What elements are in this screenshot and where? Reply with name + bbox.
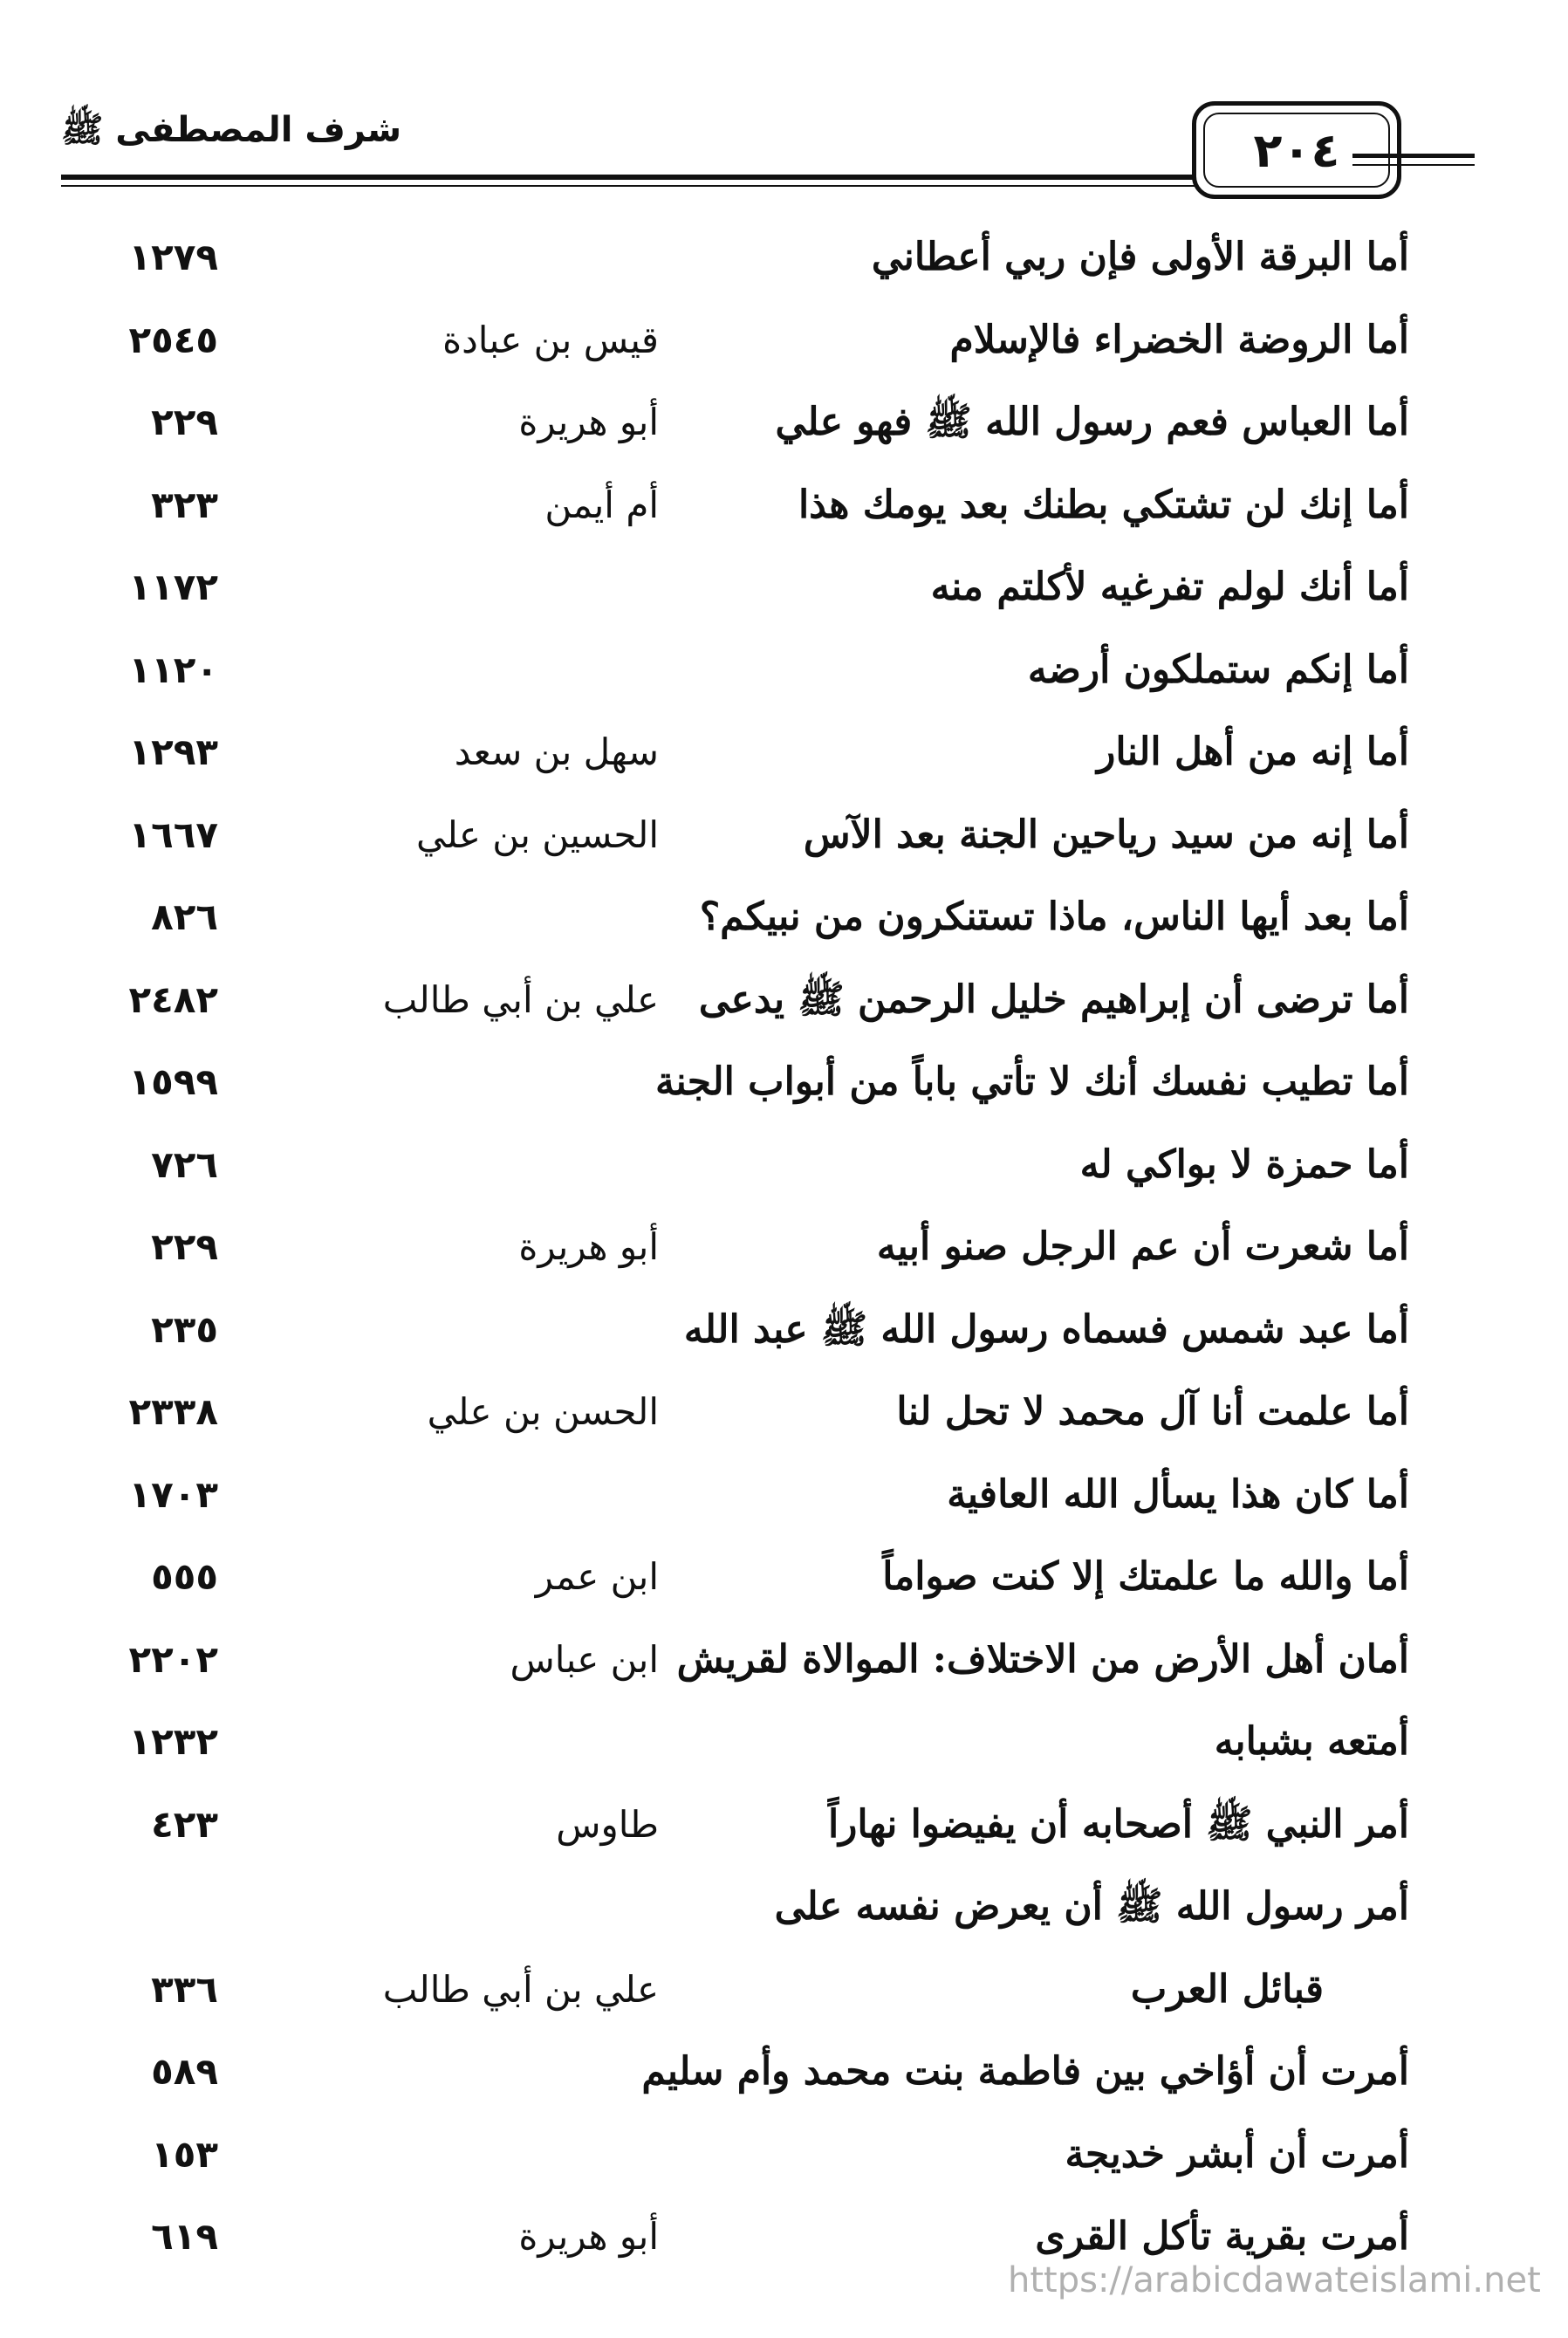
entry-number: ١١٧٢ (128, 566, 218, 608)
index-entry (0, 1536, 1568, 1618)
entry-number: ١٥٩٩ (128, 1060, 218, 1103)
entry-number: ٥٥٥ (151, 1555, 218, 1598)
entry-text: أما علمت أنا آل محمد لا تحل لنا (896, 1389, 1409, 1434)
entry-number: ١٧٠٣ (128, 1472, 218, 1516)
index-entry (0, 2031, 1568, 2113)
entry-narrator: علي بن أبي طالب (382, 977, 659, 1021)
entry-text: أما أنك لولم تفرغيه لأكلتم منه (930, 565, 1409, 609)
index-entry (0, 1619, 1568, 1701)
entry-text: أما البرقة الأولى فإن ربي أعطاني (871, 235, 1409, 279)
entry-text: أما بعد أيها الناس، ماذا تستنكرون من نبيكم؟ (699, 895, 1409, 939)
index-entry (0, 876, 1568, 958)
entry-text: أما حمزة لا بواكي له (1079, 1142, 1409, 1187)
entry-number: ٣٣٦ (151, 1967, 218, 2011)
entry-text: أما ترضى أن إبراهيم خليل الرحمن ﷺ يدعى (698, 977, 1409, 1022)
entry-number: ٢٤٨٢ (128, 977, 218, 1021)
entry-narrator: طاوس (556, 1802, 659, 1846)
entry-text: قبائل العرب (1130, 1966, 1324, 2012)
entry-text: أما إنكم ستملكون أرضه (1027, 647, 1409, 692)
entry-narrator: الحسين بن علي (415, 812, 659, 856)
entry-narrator: أم أيمن (544, 483, 659, 526)
entry-text: أما شعرت أن عم الرجل صنو أبيه (876, 1224, 1409, 1269)
entry-text: أمرت أن أبشر خديجة (1065, 2131, 1409, 2177)
entry-text: أما إنه من أهل النار (1097, 730, 1409, 774)
entry-number: ١١٢٠ (128, 648, 218, 691)
entry-narrator: علي بن أبي طالب (382, 1967, 659, 2011)
entry-number: ٢٢٩ (151, 1225, 218, 1268)
header-rule (61, 175, 1195, 180)
index-entry (0, 299, 1568, 381)
index-entry (0, 1701, 1568, 1783)
index-entry (0, 629, 1568, 711)
index-entry (0, 546, 1568, 628)
index-entry (0, 794, 1568, 876)
entry-narrator: قيس بن عبادة (442, 318, 659, 361)
index-entry (0, 1371, 1568, 1453)
entry-number: ١٢٣٢ (128, 1720, 218, 1763)
page-header (61, 96, 1415, 201)
index-entry (0, 1124, 1568, 1206)
entry-number: ١٥٣ (151, 2132, 218, 2176)
entry-number: ٨٢٦ (151, 895, 218, 938)
index-entry (0, 1866, 1568, 1948)
index-entry (0, 959, 1568, 1041)
entry-narrator: أبو هريرة (518, 2215, 659, 2258)
entry-number: ٣٢٣ (151, 483, 218, 526)
entry-narrator: أبو هريرة (518, 401, 659, 443)
entry-number: ٤٢٣ (151, 1802, 218, 1846)
entry-text: أما إنه من سيد رياحين الجنة بعد الآس (803, 812, 1409, 857)
entry-narrator: الحسن بن علي (427, 1390, 659, 1433)
entry-text: أمر رسول الله ﷺ أن يعرض نفسه على (774, 1884, 1409, 1929)
entry-text: أما كان هذا يسأل الله العافية (947, 1471, 1409, 1517)
watermark: https://arabicdawateislami.net (1008, 2260, 1541, 2300)
entry-text: أما والله ما علمتك إلا كنت صواماً (882, 1554, 1409, 1599)
entry-text: أمتعه بشبابه (1214, 1719, 1409, 1764)
entry-number: ١٢٧٩ (128, 236, 218, 278)
entry-text: أمرت أن أؤاخي بين فاطمة بنت محمد وأم سليم (641, 2049, 1409, 2094)
entry-text: أما العباس فعم رسول الله ﷺ فهو علي (775, 400, 1409, 444)
entry-text: أما تطيب نفسك أنك لا تأتي باباً من أبواب الجنة (654, 1059, 1409, 1104)
entry-narrator: ابن عباس (510, 1637, 659, 1681)
index-entry (0, 2114, 1568, 2196)
entry-number: ٧٢٦ (151, 1142, 218, 1186)
index-entry (0, 464, 1568, 546)
entry-number: ١٦٦٧ (128, 812, 218, 856)
index-entry (0, 1289, 1568, 1371)
entry-number: ٢٣٣٨ (128, 1390, 218, 1433)
index-entry (0, 1206, 1568, 1288)
book-title: شرف المصطفى ﷺ (61, 110, 402, 150)
index-entry (0, 711, 1568, 793)
entry-text: أمرت بقرية تأكل القرى (1035, 2214, 1409, 2259)
index-entry (0, 1454, 1568, 1536)
entry-narrator: أبو هريرة (518, 1225, 659, 1268)
entry-text: أما عبد شمس فسماه رسول الله ﷺ عبد الله (683, 1306, 1409, 1352)
entry-narrator: سهل بن سعد (454, 730, 659, 773)
page-number-frame (1192, 101, 1401, 199)
index-entry (0, 1784, 1568, 1866)
page-number: ٢٠٤ (1253, 122, 1340, 178)
entry-number: ١٢٩٣ (128, 730, 218, 773)
entry-number: ٢٢٩ (151, 401, 218, 443)
entry-number: ٢٢٠٢ (128, 1637, 218, 1681)
entry-narrator: ابن عمر (535, 1555, 659, 1598)
index-entry (0, 1949, 1568, 2031)
entry-text: أما إنك لن تشتكي بطنك بعد يومك هذا (798, 482, 1409, 527)
index-entry (0, 1041, 1568, 1123)
entry-number: ٦١٩ (151, 2215, 218, 2258)
entry-text: أمان أهل الأرض من الاختلاف: الموالاة لقريش (676, 1636, 1409, 1682)
entry-number: ٥٨٩ (151, 2050, 218, 2093)
entry-number: ٢٥٤٥ (128, 318, 218, 361)
entry-text: أما الروضة الخضراء فالإسلام (949, 317, 1409, 362)
entry-number: ٢٣٥ (151, 1307, 218, 1351)
index-entry (0, 216, 1568, 298)
entry-text: أمر النبي ﷺ أصحابه أن يفيضوا نهاراً (827, 1801, 1409, 1847)
index-entry (0, 381, 1568, 463)
header-rule-thin (61, 185, 1195, 187)
